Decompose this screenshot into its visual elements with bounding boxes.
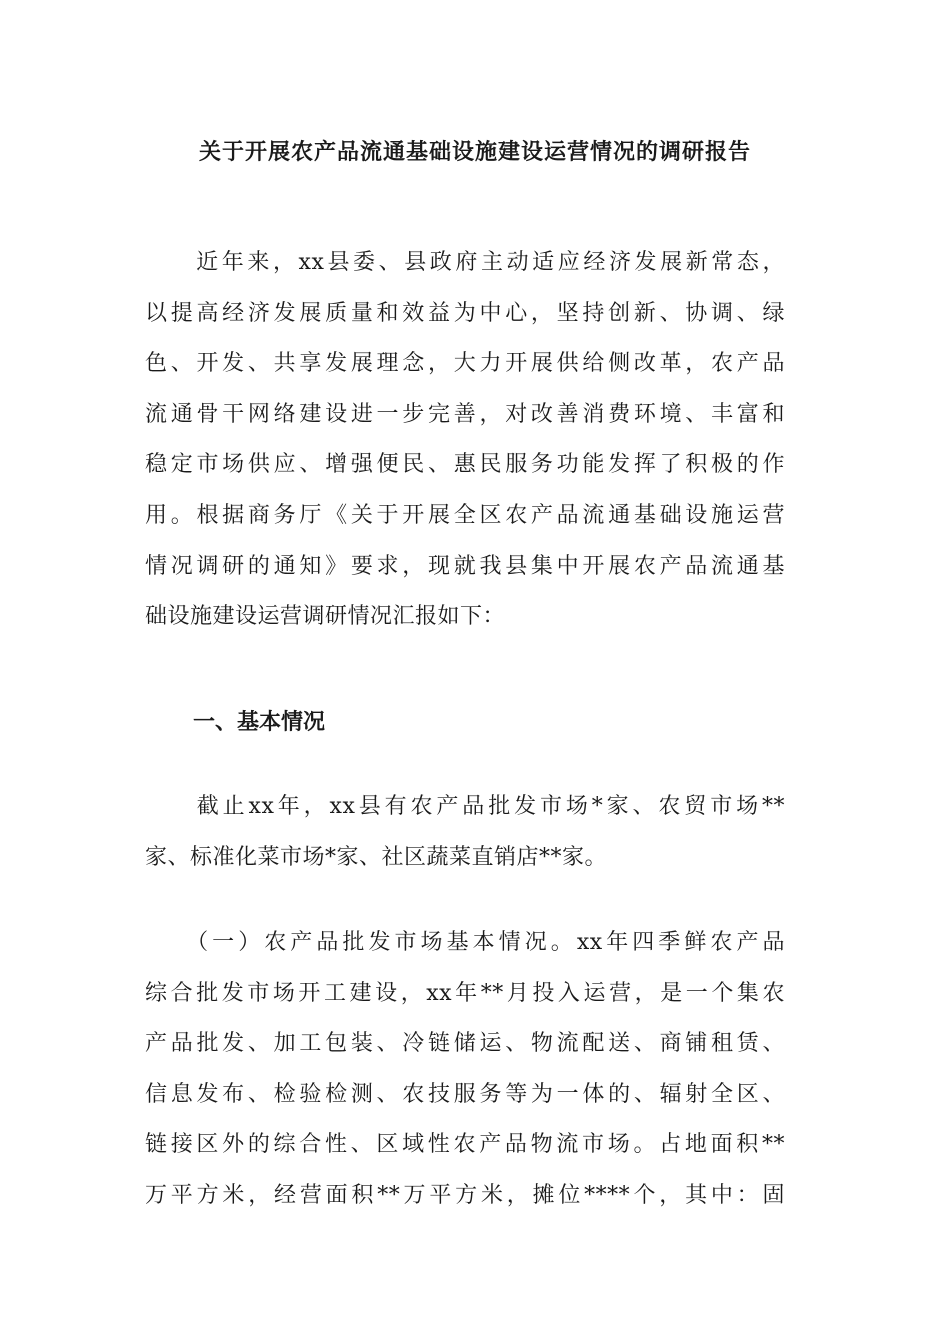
paragraph-line: 家、标准化菜市场*家、社区蔬菜直销店**家。 (145, 844, 608, 870)
section-heading-basic-situation: 一、基本情况 (193, 709, 326, 735)
paragraph-line: 以提高经济发展质量和效益为中心，坚持创新、协调、绿 (145, 300, 785, 326)
paragraph-line: 截止xx年，xx县有农产品批发市场*家、农贸市场** (145, 794, 785, 819)
paragraph-line: 础设施建设运营调研情况汇报如下： (145, 604, 506, 630)
paragraph-line: 链接区外的综合性、区域性农产品物流市场。占地面积** (145, 1132, 785, 1158)
paragraph-line: 综合批发市场开工建设，xx年**月投入运营，是一个集农 (145, 980, 785, 1006)
paragraph-line: 产品批发、加工包装、冷链储运、物流配送、商铺租赁、 (145, 1031, 785, 1057)
paragraph-line: 流通骨干网络建设进一步完善，对改善消费环境、丰富和 (145, 401, 785, 427)
paragraph-line: 色、开发、共享发展理念，大力开展供给侧改革，农产品 (145, 351, 785, 377)
paragraph-line: 用。根据商务厅《关于开展全区农产品流通基础设施运营 (145, 502, 785, 528)
subsection1-paragraph (145, 918, 785, 1222)
document-title: 关于开展农产品流通基础设施建设运营情况的调研报告 (198, 139, 751, 165)
paragraph-line: 万平方米，经营面积**万平方米，摊位****个，其中：固 (145, 1182, 785, 1208)
section1-paragraph (145, 782, 785, 883)
paragraph-line: 情况调研的通知》要求，现就我县集中开展农产品流通基 (145, 553, 785, 579)
paragraph-line: 稳定市场供应、增强便民、惠民服务功能发挥了积极的作 (145, 452, 785, 478)
intro-paragraph (145, 238, 785, 643)
paragraph-line: 近年来，xx县委、县政府主动适应经济发展新常态， (145, 250, 785, 275)
paragraph-line: （一）农产品批发市场基本情况。xx年四季鲜农产品 (145, 930, 785, 955)
paragraph-line: 信息发布、检验检测、农技服务等为一体的、辐射全区、 (145, 1081, 785, 1107)
